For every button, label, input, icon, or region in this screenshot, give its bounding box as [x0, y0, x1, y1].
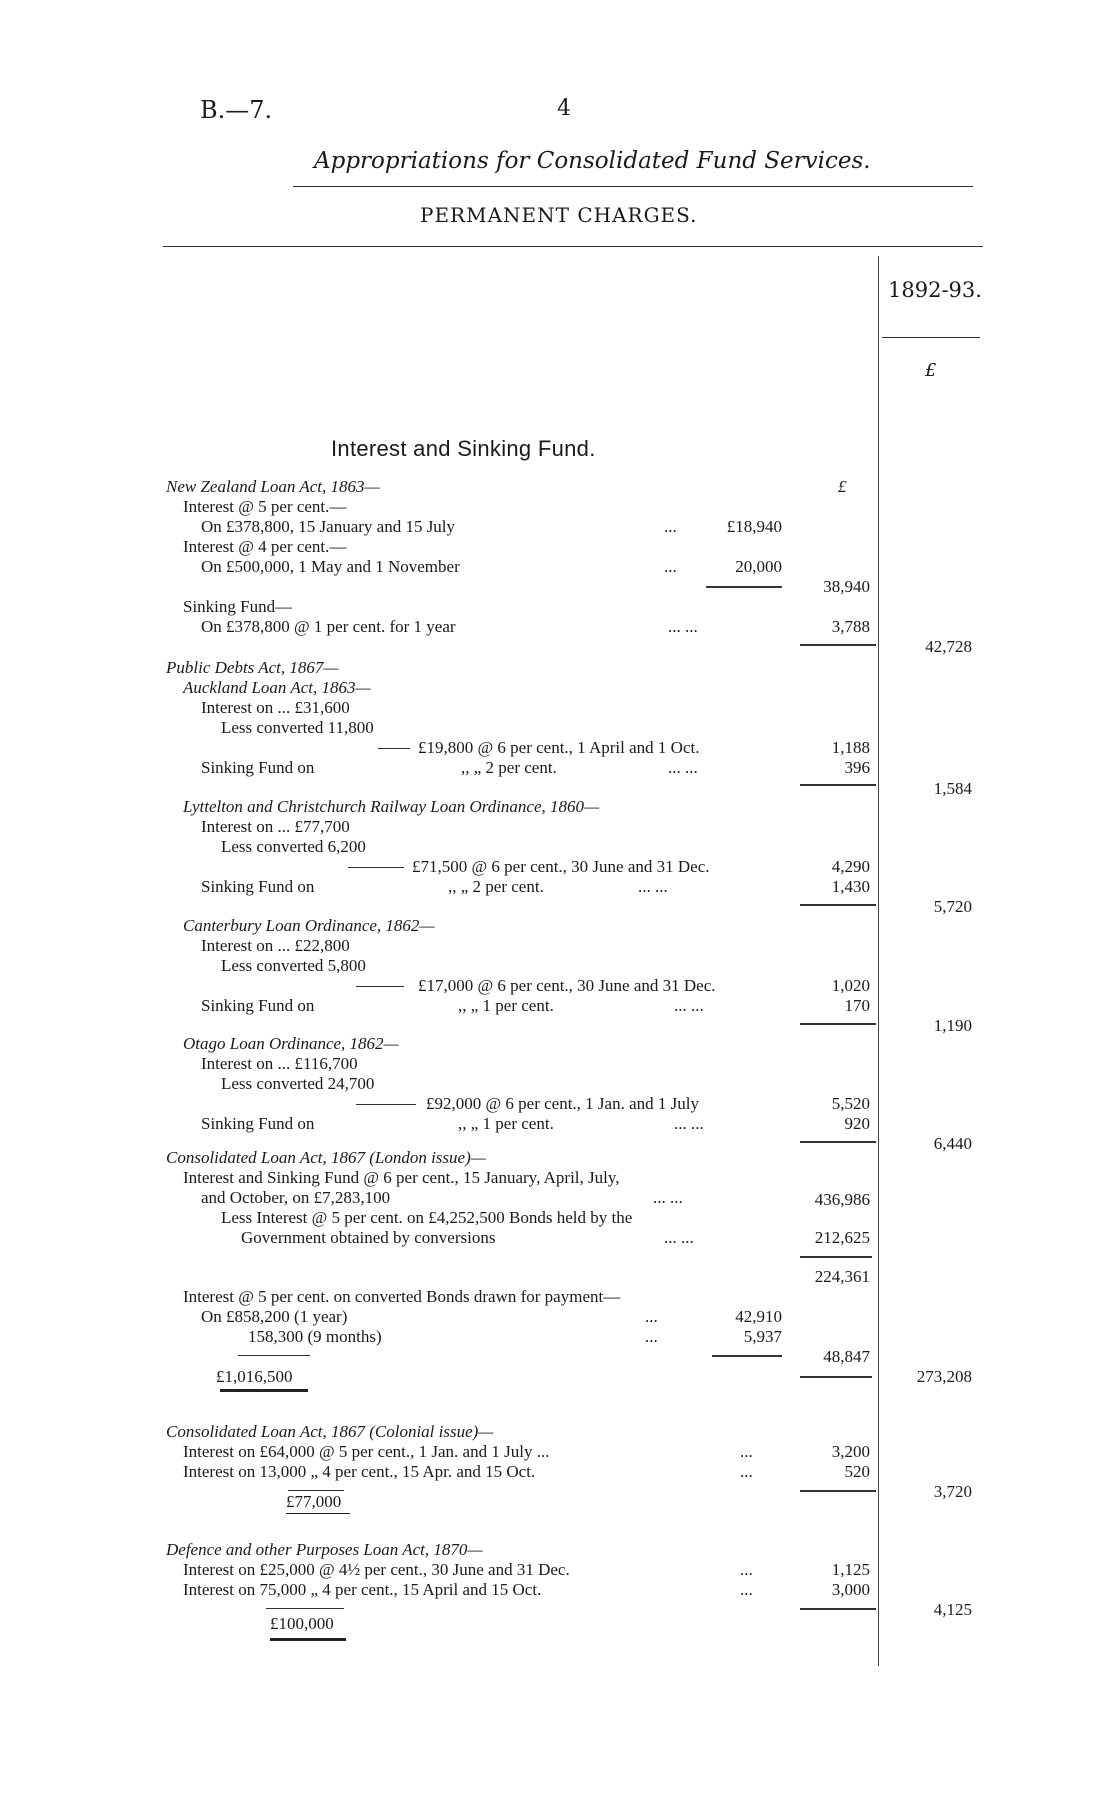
ca-calc: £17,000 @ 6 per cent., 30 June and 31 Dec. [418, 976, 716, 995]
cl-title: Consolidated Loan Act, 1867 (London issue)— [166, 1148, 486, 1167]
ly-rule [348, 867, 404, 868]
report-reference: B.—7. [200, 96, 273, 124]
title-rule [293, 186, 973, 187]
pd-line: Sinking Fund on [201, 758, 315, 777]
ot-rule [356, 1104, 416, 1105]
cl-rule [800, 1376, 872, 1378]
de-line: Interest on 75,000 „ 4 per cent., 15 April and 15 Oct. [183, 1580, 542, 1599]
amount-currency-mark: £ [838, 477, 847, 496]
nz-dots: ... ... [668, 617, 698, 636]
cl-line: On £858,200 (1 year) [201, 1307, 348, 1326]
section-title: Interest and Sinking Fund. [331, 436, 596, 461]
de-title: Defence and other Purposes Loan Act, 1870— [166, 1540, 483, 1559]
cl-dots: ... ... [653, 1188, 683, 1207]
column-divider [878, 256, 879, 1666]
page-number: 4 [557, 96, 571, 121]
ca-total: 1,190 [933, 1016, 972, 1035]
ot-title: Otago Loan Ordinance, 1862— [183, 1034, 399, 1053]
ca-amount: 170 [844, 996, 870, 1015]
ot-calc: £92,000 @ 6 per cent., 1 Jan. and 1 July [426, 1094, 699, 1113]
nz-line: On £500,000, 1 May and 1 November [201, 557, 460, 576]
ly-amount: 1,430 [831, 877, 870, 896]
cc-dots: ... [740, 1442, 753, 1461]
pd-dots: ... ... [668, 758, 698, 777]
cl-capital-underline [220, 1389, 308, 1392]
cc-capital-underline [286, 1513, 350, 1514]
cc-rule [288, 1490, 344, 1491]
ca-rule [356, 986, 404, 987]
de-capital: £100,000 [270, 1614, 334, 1633]
cl-dots: ... ... [664, 1228, 694, 1247]
ly-line: ,, „ 2 per cent. [448, 877, 544, 896]
ca-line: Sinking Fund on [201, 996, 315, 1015]
ly-line: Less converted 6,200 [221, 837, 366, 856]
cl-amount: 212,625 [814, 1228, 870, 1247]
cl-capital: £1,016,500 [216, 1367, 293, 1386]
ot-line: Interest on ... £116,700 [201, 1054, 358, 1073]
nz-amount: 3,788 [831, 617, 870, 636]
cc-amount: 3,200 [831, 1442, 870, 1461]
cc-rule [800, 1490, 876, 1492]
cc-title: Consolidated Loan Act, 1867 (Colonial issue)— [166, 1422, 494, 1441]
page-title: Appropriations for Consolidated Fund Services. [314, 148, 871, 174]
cl-rule [712, 1355, 782, 1357]
de-line: Interest on £25,000 @ 4½ per cent., 30 June and 31 Dec. [183, 1560, 570, 1579]
pd-title: Public Debts Act, 1867— [166, 658, 339, 677]
pd-amount: 1,188 [831, 738, 870, 757]
nz-title: New Zealand Loan Act, 1863— [166, 477, 380, 496]
pd-rule [378, 748, 410, 749]
cl-total: 273,208 [916, 1367, 972, 1386]
cc-amount: 520 [844, 1462, 870, 1481]
column-currency: £ [925, 360, 937, 381]
de-dots: ... [740, 1560, 753, 1579]
ca-line: Less converted 5,800 [221, 956, 366, 975]
ot-total: 6,440 [933, 1134, 972, 1153]
cc-total: 3,720 [933, 1482, 972, 1501]
pd-line: ,, „ 2 per cent. [461, 758, 557, 777]
subtitle-rule [163, 246, 983, 247]
cl-difference: 224,361 [814, 1267, 870, 1286]
de-total: 4,125 [933, 1600, 972, 1619]
pd-calc: £19,800 @ 6 per cent., 1 April and 1 Oct. [418, 738, 700, 757]
cl-line: Less Interest @ 5 per cent. on £4,252,500 Bonds held by the [221, 1208, 633, 1227]
column-year-rule [882, 337, 980, 338]
cl-dots: ... [645, 1307, 658, 1326]
cl-subtotal: 48,847 [823, 1347, 870, 1366]
cc-line: Interest on £64,000 @ 5 per cent., 1 Jan. and 1 July ... [183, 1442, 550, 1461]
nz-dots: ... [664, 517, 677, 536]
ly-calc: £71,500 @ 6 per cent., 30 June and 31 Dec. [412, 857, 710, 876]
nz-subtotal: 38,940 [823, 577, 870, 596]
ca-line: ,, „ 1 per cent. [458, 996, 554, 1015]
pd-amount: 396 [844, 758, 870, 777]
ly-total: 5,720 [933, 897, 972, 916]
de-rule [800, 1608, 876, 1610]
pd-total: 1,584 [933, 779, 972, 798]
nz-line: Interest @ 5 per cent.— [183, 497, 347, 516]
cc-capital: £77,000 [286, 1492, 342, 1511]
de-dots: ... [740, 1580, 753, 1599]
nz-line: On £378,800, 15 January and 15 July [201, 517, 456, 536]
nz-rule [706, 586, 782, 588]
ot-line: Less converted 24,700 [221, 1074, 375, 1093]
cl-dots: ... [645, 1327, 658, 1346]
ot-dots: ... ... [674, 1114, 704, 1133]
cl-line: 158,300 (9 months) [248, 1327, 382, 1346]
cl-line: Government obtained by conversions [241, 1228, 496, 1247]
nz-amount: £18,940 [726, 517, 782, 536]
cl-line: and October, on £7,283,100 [201, 1188, 391, 1207]
ca-amount: 1,020 [831, 976, 870, 995]
cl-line: Interest and Sinking Fund @ 6 per cent., 15 January, April, July, [183, 1168, 620, 1187]
ly-amount: 4,290 [831, 857, 870, 876]
page-subtitle: PERMANENT CHARGES. [420, 203, 698, 227]
nz-total: 42,728 [925, 637, 972, 656]
pd-subtitle: Auckland Loan Act, 1863— [183, 678, 371, 697]
nz-line: Interest @ 4 per cent.— [183, 537, 347, 556]
nz-rule [800, 644, 876, 646]
nz-line: Sinking Fund— [183, 597, 293, 616]
pd-rule [800, 784, 876, 786]
de-capital-underline [270, 1638, 346, 1641]
ca-line: Interest on ... £22,800 [201, 936, 350, 955]
de-amount: 1,125 [831, 1560, 870, 1579]
cl-rule [238, 1355, 310, 1356]
ly-dots: ... ... [638, 877, 668, 896]
ly-rule [800, 904, 876, 906]
cc-dots: ... [740, 1462, 753, 1481]
pd-line: Less converted 11,800 [221, 718, 374, 737]
ca-rule [800, 1023, 876, 1025]
nz-amount: 20,000 [735, 557, 782, 576]
nz-dots: ... [664, 557, 677, 576]
nz-line: On £378,800 @ 1 per cent. for 1 year [201, 617, 456, 636]
cl-amount: 42,910 [735, 1307, 782, 1326]
pd-line: Interest on ... £31,600 [201, 698, 350, 717]
column-year: 1892-93. [888, 278, 982, 302]
ot-line: Sinking Fund on [201, 1114, 315, 1133]
de-rule [266, 1608, 344, 1609]
ot-amount: 920 [844, 1114, 870, 1133]
cl-amount: 436,986 [814, 1190, 870, 1209]
ot-rule [800, 1141, 876, 1143]
de-amount: 3,000 [831, 1580, 870, 1599]
ca-title: Canterbury Loan Ordinance, 1862— [183, 916, 435, 935]
ly-title: Lyttelton and Christchurch Railway Loan Ordinance, 1860— [183, 797, 600, 816]
ly-line: Sinking Fund on [201, 877, 315, 896]
ly-line: Interest on ... £77,700 [201, 817, 350, 836]
ca-dots: ... ... [674, 996, 704, 1015]
cl-rule [800, 1256, 872, 1258]
cl-amount: 5,937 [743, 1327, 782, 1346]
ot-line: ,, „ 1 per cent. [458, 1114, 554, 1133]
ot-amount: 5,520 [831, 1094, 870, 1113]
cc-line: Interest on 13,000 „ 4 per cent., 15 Apr. and 15 Oct. [183, 1462, 536, 1481]
cl-line: Interest @ 5 per cent. on converted Bonds drawn for payment— [183, 1287, 621, 1306]
